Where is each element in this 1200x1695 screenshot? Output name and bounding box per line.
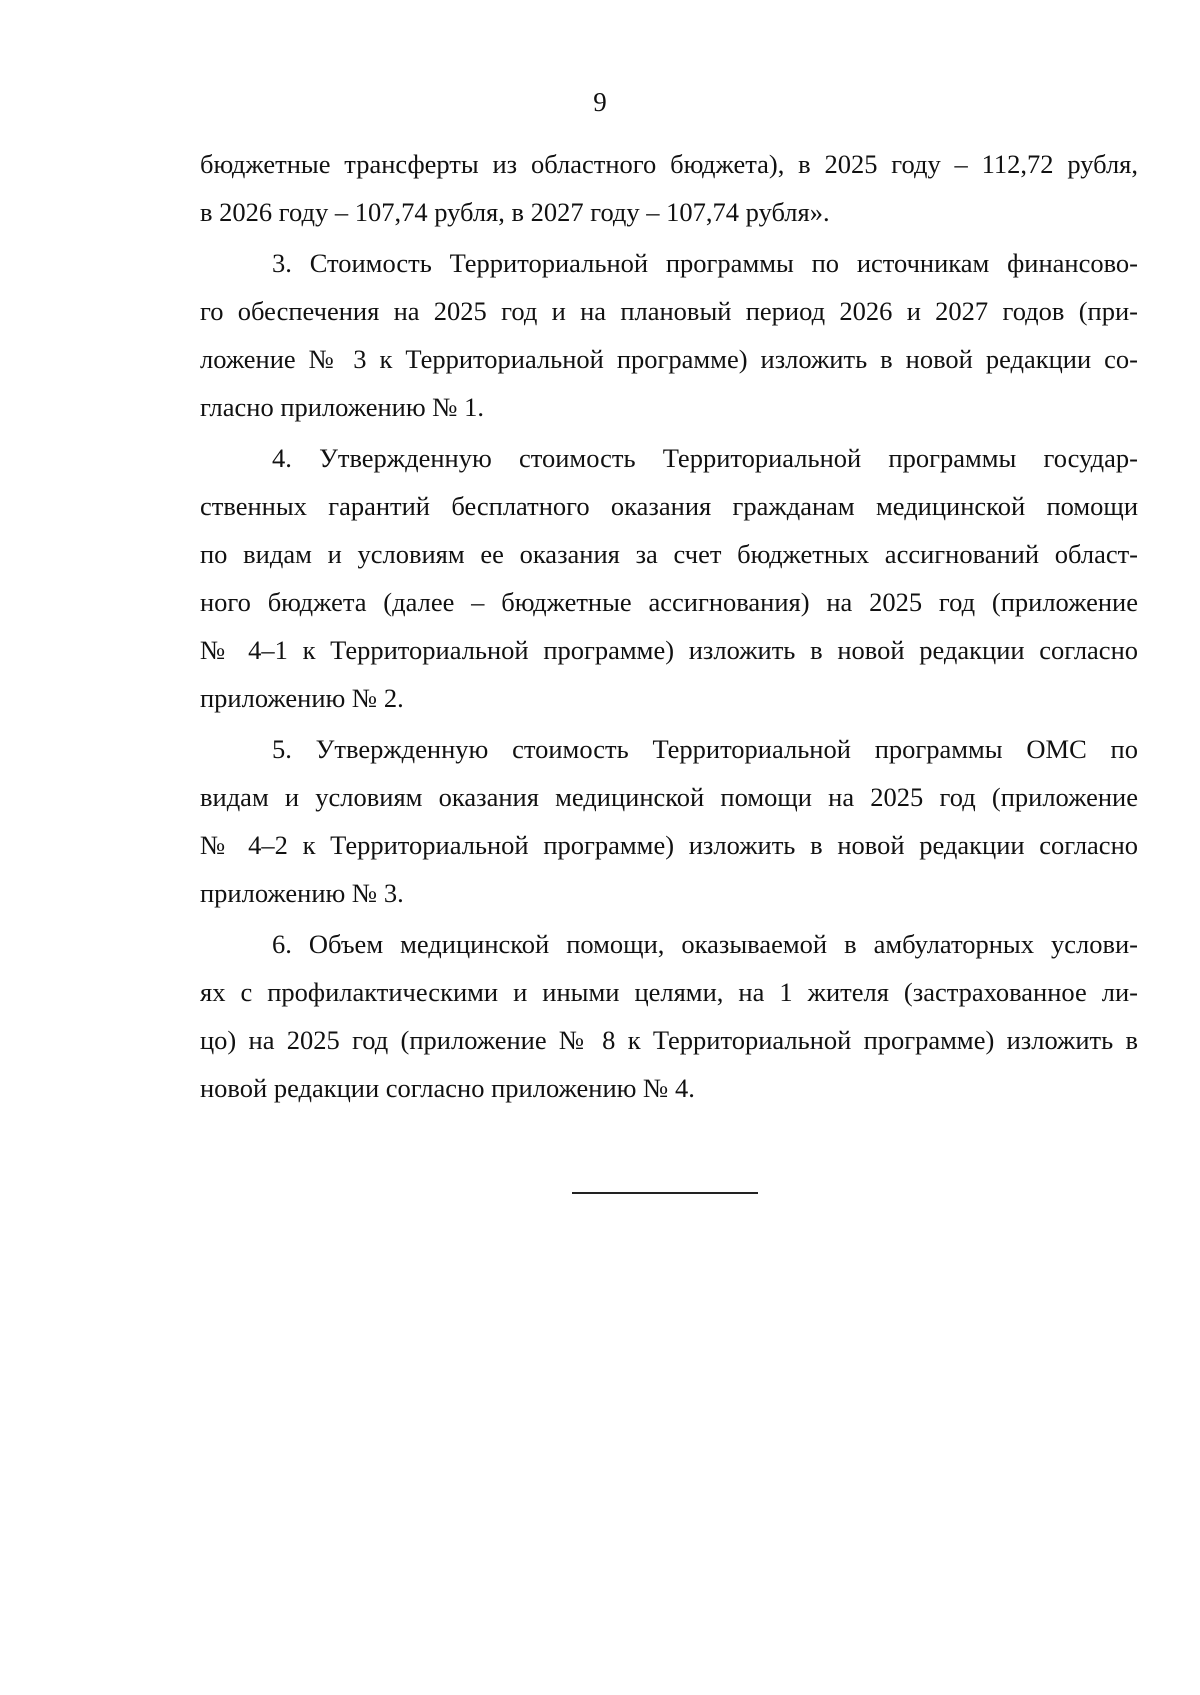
document-body — [200, 140, 1138, 1112]
page-number: 9 — [593, 87, 607, 117]
text-line: в 2026 году – 107,74 рубля, в 2027 году – 107,74 рубля». — [200, 197, 830, 227]
text-line: 5. Утвержденную стоимость Территориальной программы ОМС по — [272, 734, 1138, 764]
paragraph-item-4 — [200, 434, 1138, 722]
text-line: ях с профилактическими и иными целями, на 1 жителя (застрахованное ли- — [200, 977, 1138, 1007]
text-line: приложению № 3. — [200, 878, 404, 908]
paragraph-item-6 — [200, 920, 1138, 1112]
text-line: 6. Объем медицинской помощи, оказываемой в амбулаторных услови- — [272, 929, 1138, 959]
text-line: гласно приложению № 1. — [200, 392, 485, 422]
text-line: бюджетные трансферты из областного бюджета), в 2025 году – 112,72 рубля, — [200, 149, 1138, 179]
text-line: ного бюджета (далее – бюджетные ассигнования) на 2025 год (приложение — [200, 587, 1138, 617]
text-line: цо) на 2025 год (приложение № 8 к Территориальной программе) изложить в — [200, 1025, 1138, 1055]
paragraph-item-3 — [200, 239, 1138, 431]
text-line: го обеспечения на 2025 год и на плановый период 2026 и 2027 годов (при- — [200, 296, 1138, 326]
text-line: № 4–1 к Территориальной программе) изложить в новой редакции согласно — [200, 635, 1138, 665]
text-line: № 4–2 к Территориальной программе) изложить в новой редакции согласно — [200, 830, 1138, 860]
text-line: новой редакции согласно приложению № 4. — [200, 1073, 695, 1103]
paragraph-item-5 — [200, 725, 1138, 917]
end-of-document-rule — [572, 1192, 758, 1194]
text-line: ственных гарантий бесплатного оказания гражданам медицинской помощи — [200, 491, 1138, 521]
text-line: 4. Утвержденную стоимость Территориальной программы государ- — [272, 443, 1138, 473]
paragraph-continuation — [200, 140, 1138, 236]
text-line: 3. Стоимость Территориальной программы по источникам финансово- — [272, 248, 1138, 278]
text-line: ложение № 3 к Территориальной программе) изложить в новой редакции со- — [200, 344, 1138, 374]
text-line: приложению № 2. — [200, 683, 404, 713]
text-line: видам и условиям оказания медицинской помощи на 2025 год (приложение — [200, 782, 1138, 812]
text-line: по видам и условиям ее оказания за счет бюджетных ассигнований област- — [200, 539, 1138, 569]
